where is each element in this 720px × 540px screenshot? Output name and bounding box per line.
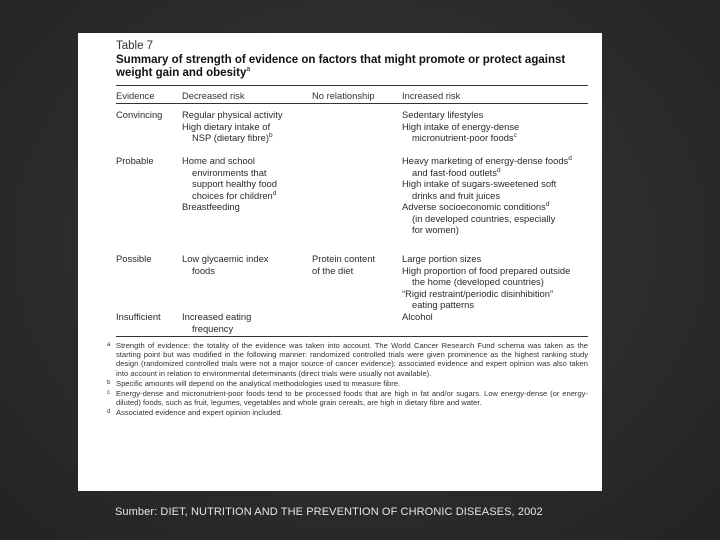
convincing-increased-cell: Sedentary lifestyles High intake of energy-dense micronutrient-poor foods$^c$ [402,109,520,143]
evidence-insufficient: Insufficient [116,311,161,322]
possible-decreased-cell: Low glycaemic index foods [182,253,269,276]
footnote-c: c Energy-dense and micronutrient-poor foods tend to be processed foods that are high in fat and/or sugars. Low energy-dense (or energy-diluted) foods, such as fruit, legumes, vegetables and whole grain cereals, are high in dietary fibre and water. [107,389,588,408]
insufficient-decreased-cell: Increased eating frequency [182,311,252,334]
evidence-possible: Possible [116,253,152,264]
header-no-relationship: No relationship [312,90,375,101]
possible-no-relationship-cell: Protein content of the diet [312,253,376,276]
evidence-probable: Probable [116,155,154,166]
header-decreased-risk: Decreased risk [182,90,245,101]
table-title: Summary of strength of evidence on factors that might promote or protect against weight gain and obesity$^a$ [116,54,566,79]
footnote-b: b Specific amounts will depend on the analytical methodologies used to measure fibre. [107,378,401,388]
table-bottom-rule [116,336,588,337]
probable-decreased-cell: Home and school environments that support healthy food choices for children$^d$ Breastfeeding [182,155,277,212]
table-header-row [116,86,588,103]
footnote-d: d Associated evidence and expert opinion included. [107,408,283,418]
source-caption: Sumber: DIET, NUTRITION AND THE PREVENTION OF CHRONIC DISEASES, 2002 [115,506,543,518]
header-increased-risk: Increased risk [402,90,461,101]
footnote-a: a Strength of evidence: the totality of the evidence was taken into account. The World Cancer Research Fund schema was taken as the starting point but was modified in the following manner: randomized controlled trials were given prominence as the highest ranking study design (randomized controlled trials were not a major source of cancer evidence); associated evidence and expert opinion was also taken into account in relation to environmental determinants (direct trials were usually not available). [107,341,588,378]
footnote-mark: a [246,66,251,74]
header-evidence: Evidence [116,90,155,101]
probable-increased-cell: Heavy marketing of energy-dense foods$^d$ and fast-food outlets$^d$ High intake of sugars-sweetened soft drinks and fruit juices Adverse socioeconomic conditions$^d$ (in developed countries, especially for women) [402,154,572,235]
evidence-convincing: Convincing [116,109,163,120]
document-page [78,33,602,491]
possible-increased-cell: Large portion sizes High proportion of food prepared outside the home (developed countries) “Rigid restraint/periodic disinhibition” eating patterns [402,253,571,310]
insufficient-increased-cell: Alcohol [402,311,433,322]
table-body [116,104,588,336]
convincing-decreased-cell: Regular physical activity High dietary intake of NSP (dietary fibre)$^b$ [182,109,283,143]
table-number: Table 7 [116,40,154,52]
